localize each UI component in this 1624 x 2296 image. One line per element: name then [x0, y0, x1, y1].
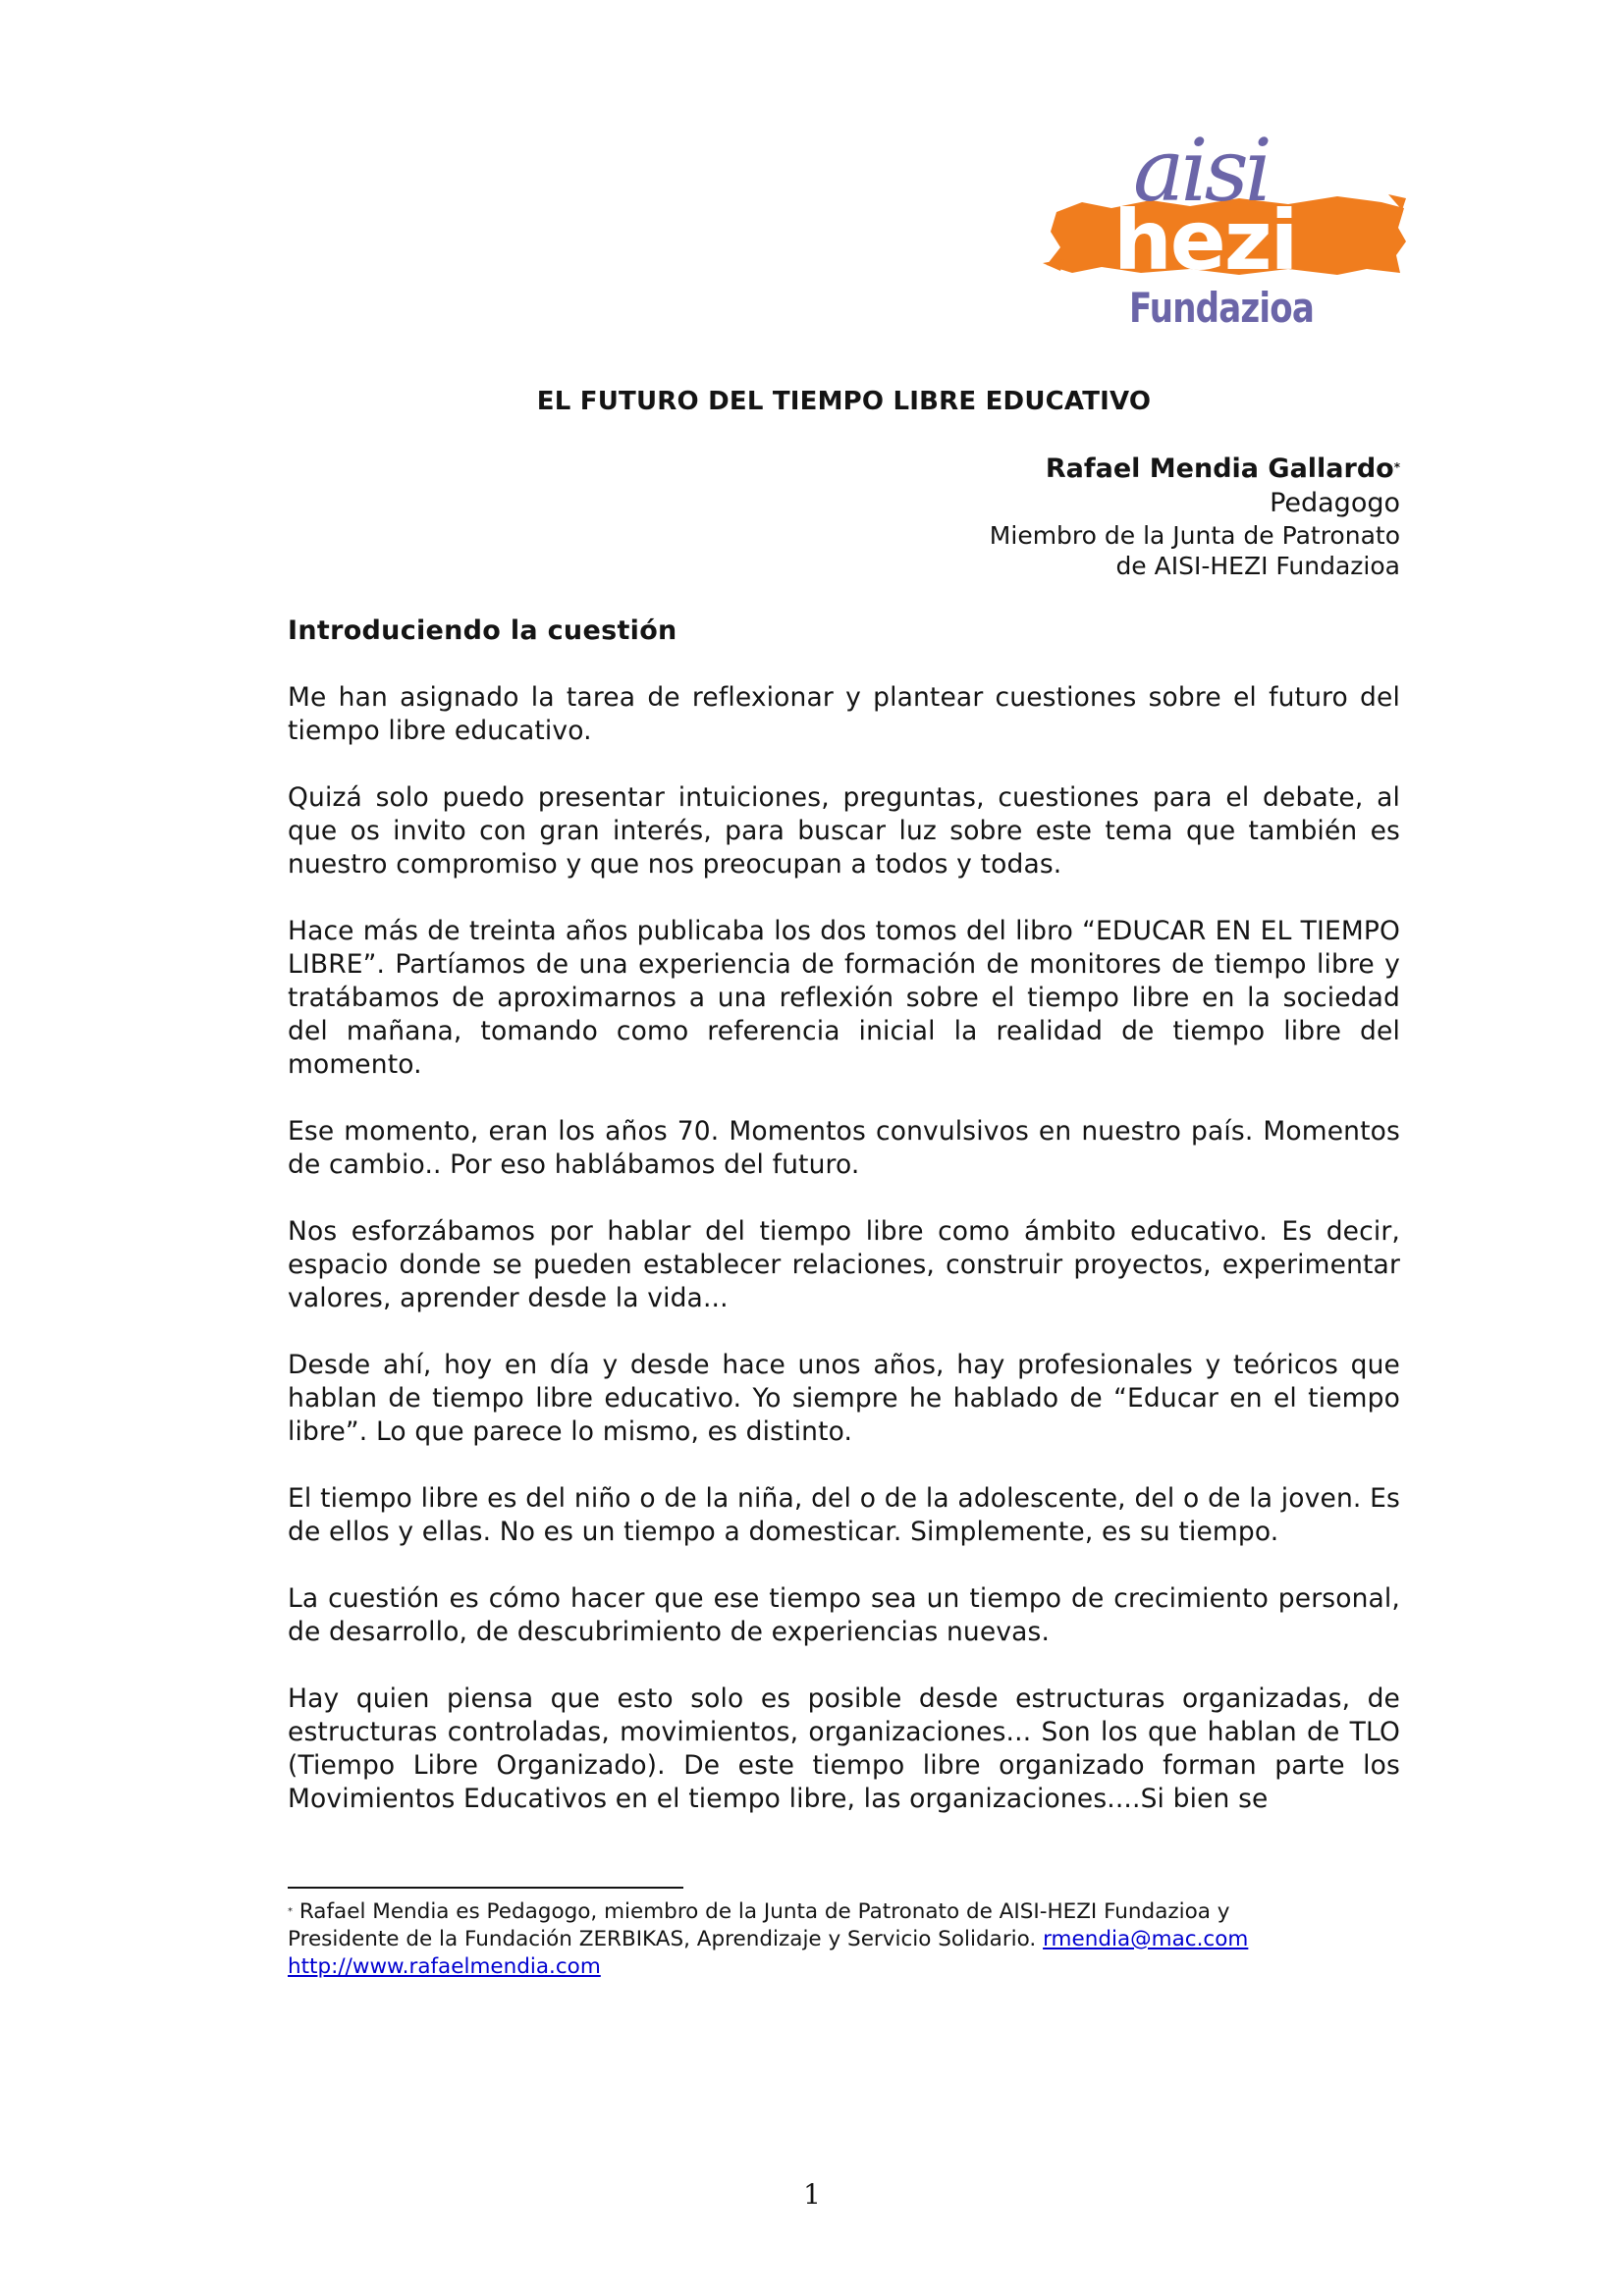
footnote: [288, 1898, 1400, 1981]
paragraph: Quizá solo puedo presentar intuiciones, preguntas, cuestiones para el debate, al que os invito con gran interés, para buscar luz sobre este tema que también es nuestro compromiso y que nos preocupan a todos y todas.: [288, 782, 1400, 880]
logo-bottom-text: Fundazioa: [1129, 284, 1314, 332]
footnote-line-1: [288, 1898, 1400, 1926]
footnote-email-link[interactable]: rmendia@mac.com: [1043, 1927, 1249, 1951]
logo-middle-text: hezi: [1113, 192, 1297, 289]
footnote-separator: [288, 1887, 683, 1889]
author-membership-line-1: Miembro de la Junta de Patronato: [989, 521, 1400, 550]
author-footnote-marker: *: [1393, 460, 1400, 474]
paragraph: Nos esforzábamos por hablar del tiempo libre como ámbito educativo. Es decir, espacio donde se pueden establecer relaciones, construir proyectos, experimentar valores, aprender desde la vida...: [288, 1216, 1400, 1313]
document-title: EL FUTURO DEL TIEMPO LIBRE EDUCATIVO: [536, 387, 1152, 416]
paragraph: Hay quien piensa que esto solo es posible desde estructuras organizadas, de estructuras controladas, movimientos, organizaciones... Son los que hablan de TLO (Tiempo Libre Organizado). De este tiempo libre organizado forman parte los Movimientos Educativos en el tiempo libre, las organizaciones....Si bien se: [288, 1683, 1400, 1814]
logo-top-text: aisi: [1133, 126, 1269, 221]
paragraph: Me han asignado la tarea de reflexionar y plantear cuestiones sobre el futuro del tiempo libre educativo.: [288, 682, 1400, 746]
paragraph: Desde ahí, hoy en día y desde hace unos años, hay profesionales y teóricos que hablan de tiempo libre educativo. Yo siempre he hablado de “Educar en el tiempo libre”. Lo que parece lo mismo, es distinto.: [288, 1350, 1400, 1447]
section-heading: Introduciendo la cuestión: [288, 615, 677, 646]
document-body: [288, 614, 1400, 1816]
footnote-text-2: Presidente de la Fundación ZERBIKAS, Aprendizaje y Servicio Solidario.: [288, 1927, 1037, 1951]
author-name: [990, 452, 1400, 487]
author-name-text: Rafael Mendia Gallardo: [1045, 454, 1394, 484]
footnote-line-2: [288, 1926, 1400, 1953]
footnote-marker: *: [288, 1906, 293, 1917]
author-role: Pedagogo: [1270, 488, 1400, 518]
footnote-website-link[interactable]: http://www.rafaelmendia.com: [288, 1954, 601, 1979]
paragraph: Ese momento, eran los años 70. Momentos convulsivos en nuestro país. Momentos de cambio.. Por eso hablábamos del futuro.: [288, 1116, 1400, 1180]
page-number: 1: [803, 2178, 821, 2211]
paragraph: La cuestión es cómo hacer que ese tiempo sea un tiempo de crecimiento personal, de desarrollo, de descubrimiento de experiencias nuevas.: [288, 1583, 1400, 1647]
author-membership-line-2: de AISI-HEZI Fundazioa: [1115, 552, 1400, 580]
footnote-line-3: [288, 1953, 1400, 1981]
paragraph: El tiempo libre es del niño o de la niña, del o de la adolescente, del o de la joven. Es de ellos y ellas. No es un tiempo a domesticar. Simplemente, es su tiempo.: [288, 1483, 1400, 1547]
paragraph: Hace más de treinta años publicaba los dos tomos del libro “EDUCAR EN EL TIEMPO LIBRE”. Partíamos de una experiencia de formación de monitores de tiempo libre y tratábamos de aproximarnos a una reflexión sobre el tiempo libre en la sociedad del mañana, tomando como referencia inicial la realidad de tiempo libre del momento.: [288, 916, 1400, 1080]
aisi-hezi-logo: [1043, 126, 1408, 332]
author-block: [990, 452, 1400, 581]
footnote-text-1: Rafael Mendia es Pedagogo, miembro de la Junta de Patronato de AISI-HEZI Fundazioa y: [298, 1899, 1230, 1924]
